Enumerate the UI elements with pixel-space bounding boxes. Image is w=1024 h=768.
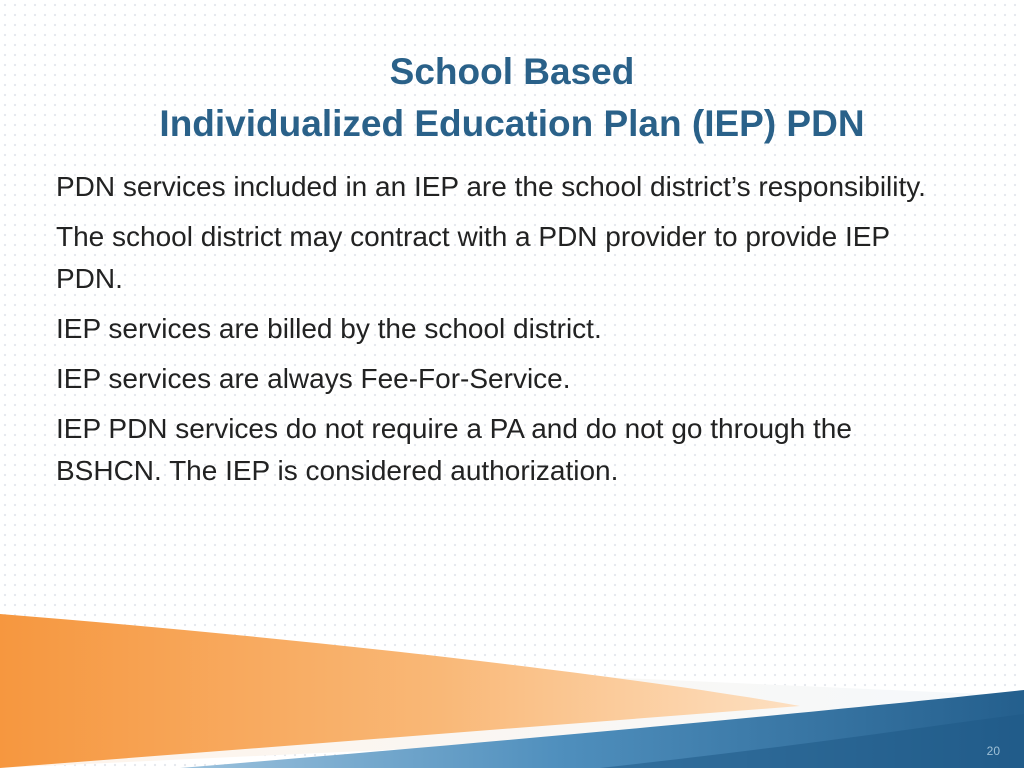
slide-body bbox=[56, 166, 956, 500]
footer-decoration bbox=[0, 590, 1024, 768]
body-paragraph: PDN services included in an IEP are the school district’s responsibility. bbox=[56, 171, 926, 202]
body-paragraph: IEP services are billed by the school district. bbox=[56, 313, 602, 344]
body-paragraph: IEP PDN services do not require a PA and do not go through the BSHCN. The IEP is considered authorization. bbox=[56, 413, 852, 486]
slide-title bbox=[0, 46, 1024, 150]
body-paragraph: IEP services are always Fee-For-Service. bbox=[56, 363, 571, 394]
title-line-1: School Based bbox=[389, 51, 635, 92]
body-paragraph: The school district may contract with a PDN provider to provide IEP PDN. bbox=[56, 221, 890, 294]
title-line-2: Individualized Education Plan (IEP) PDN bbox=[159, 103, 865, 144]
slide-number: 20 bbox=[986, 744, 1000, 758]
